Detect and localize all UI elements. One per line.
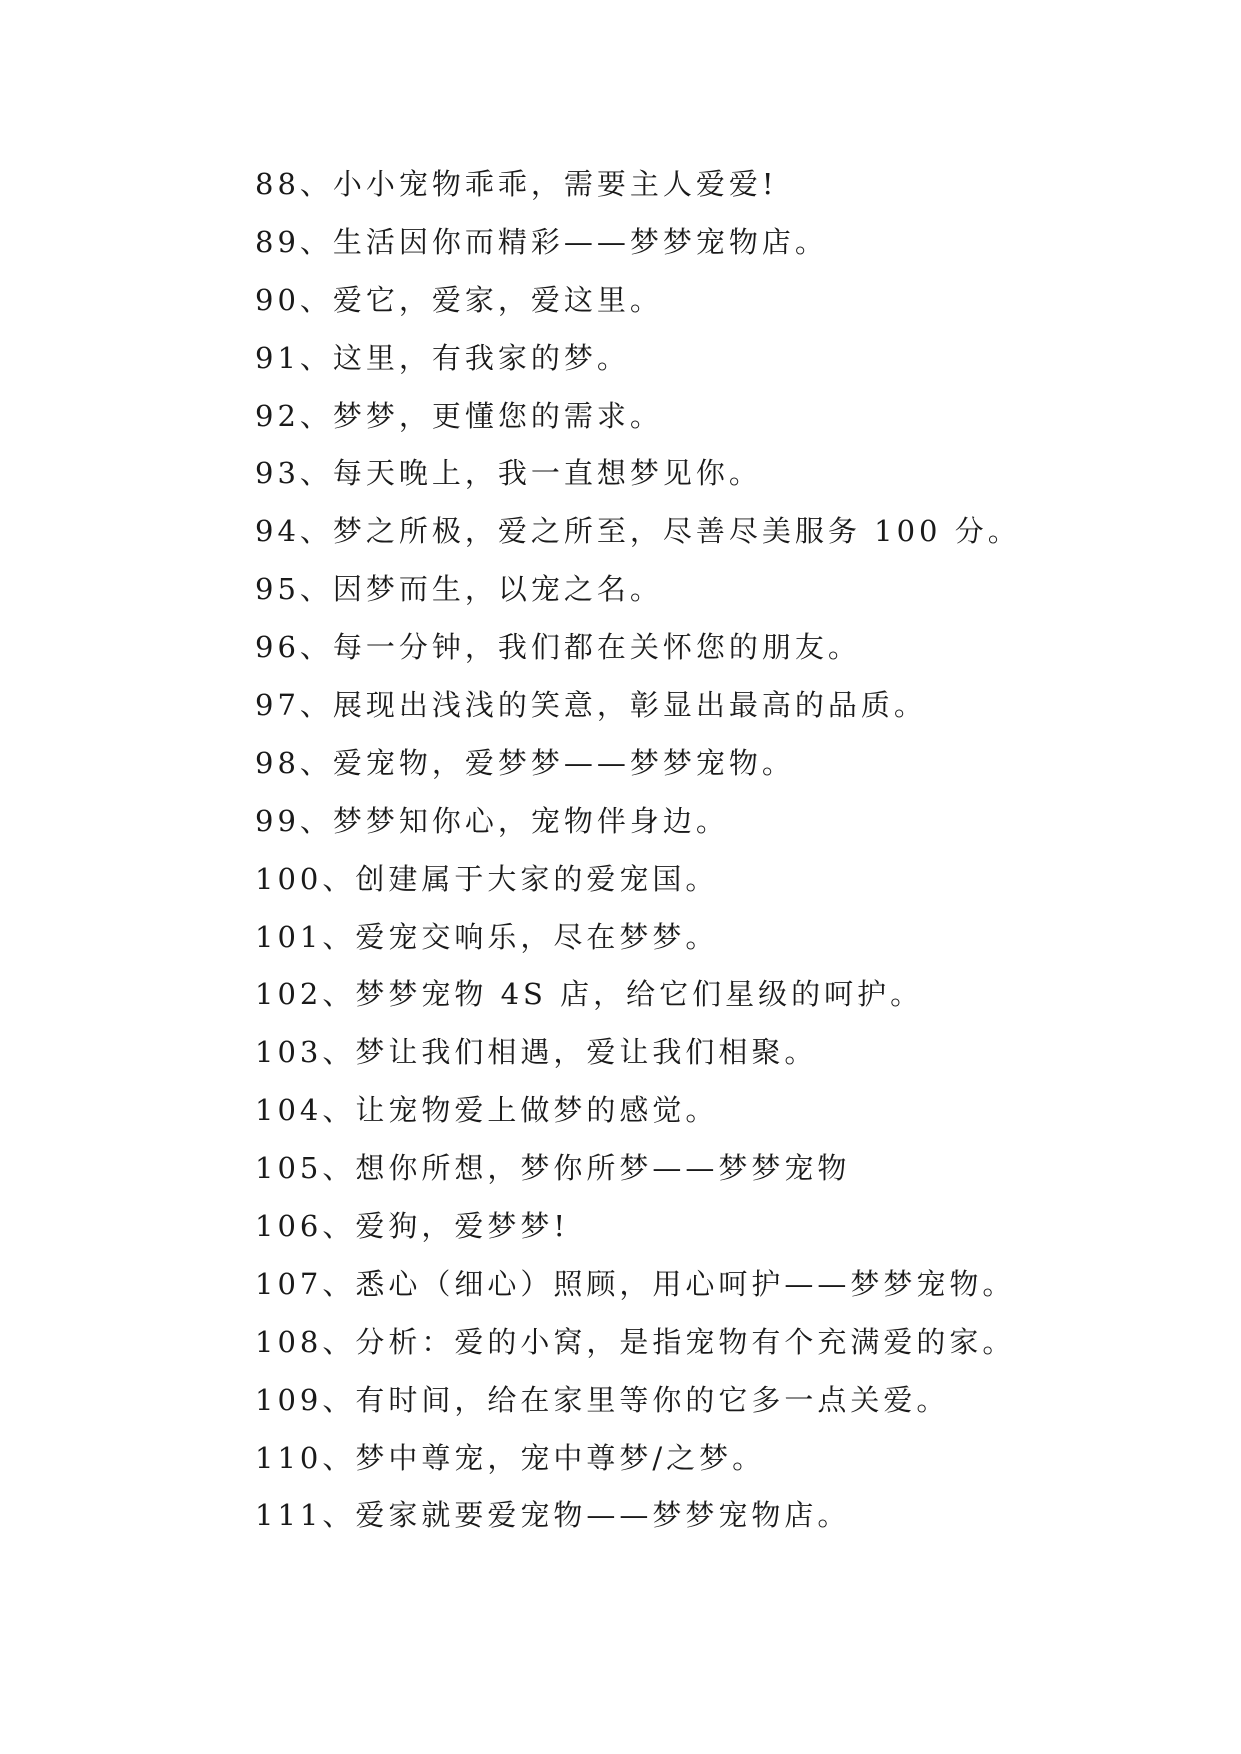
slogan-line: 109、有时间，给在家里等你的它多一点关爱。 [255, 1382, 950, 1417]
slogan-line: 89、生活因你而精彩——梦梦宠物店。 [255, 224, 828, 259]
slogan-line: 96、每一分钟，我们都在关怀您的朋友。 [255, 630, 861, 665]
slogan-line: 91、这里，有我家的梦。 [255, 340, 630, 375]
slogan-line: 95、因梦而生，以宠之名。 [255, 572, 663, 607]
slogan-line: 103、梦让我们相遇，爱让我们相聚。 [255, 1035, 818, 1070]
slogan-line: 90、爱它，爱家，爱这里。 [255, 282, 663, 317]
slogan-line: 99、梦梦知你心，宠物伴身边。 [255, 803, 729, 838]
slogan-line: 92、梦梦，更懂您的需求。 [255, 398, 663, 433]
slogan-line: 101、爱宠交响乐，尽在梦梦。 [255, 919, 719, 954]
slogan-line: 105、想你所想，梦你所梦——梦梦宠物 [255, 1151, 851, 1186]
slogan-line: 102、梦梦宠物 4S 店，给它们星级的呵护。 [255, 977, 924, 1012]
slogan-line: 88、小小宠物乖乖，需要主人爱爱! [255, 167, 778, 201]
slogan-line: 104、让宠物爱上做梦的感觉。 [255, 1093, 719, 1128]
slogan-line: 106、爱狗，爱梦梦! [255, 1209, 570, 1244]
slogan-list [255, 164, 1021, 1553]
slogan-line: 108、分析：爱的小窝，是指宠物有个充满爱的家。 [255, 1324, 1016, 1359]
slogan-line: 100、创建属于大家的爱宠国。 [255, 861, 719, 896]
slogan-line: 93、每天晚上，我一直想梦见你。 [255, 456, 762, 491]
slogan-line: 107、悉心（细心）照顾，用心呵护——梦梦宠物。 [255, 1266, 1016, 1301]
slogan-line: 94、梦之所极，爱之所至，尽善尽美服务 100 分。 [255, 514, 1021, 549]
slogan-line: 111、爱家就要爱宠物——梦梦宠物店。 [255, 1498, 851, 1533]
slogan-line: 110、梦中尊宠，宠中尊梦/之梦。 [255, 1440, 766, 1475]
slogan-line: 97、展现出浅浅的笑意，彰显出最高的品质。 [255, 688, 927, 723]
slogan-line: 98、爱宠物，爱梦梦——梦梦宠物。 [255, 745, 795, 780]
